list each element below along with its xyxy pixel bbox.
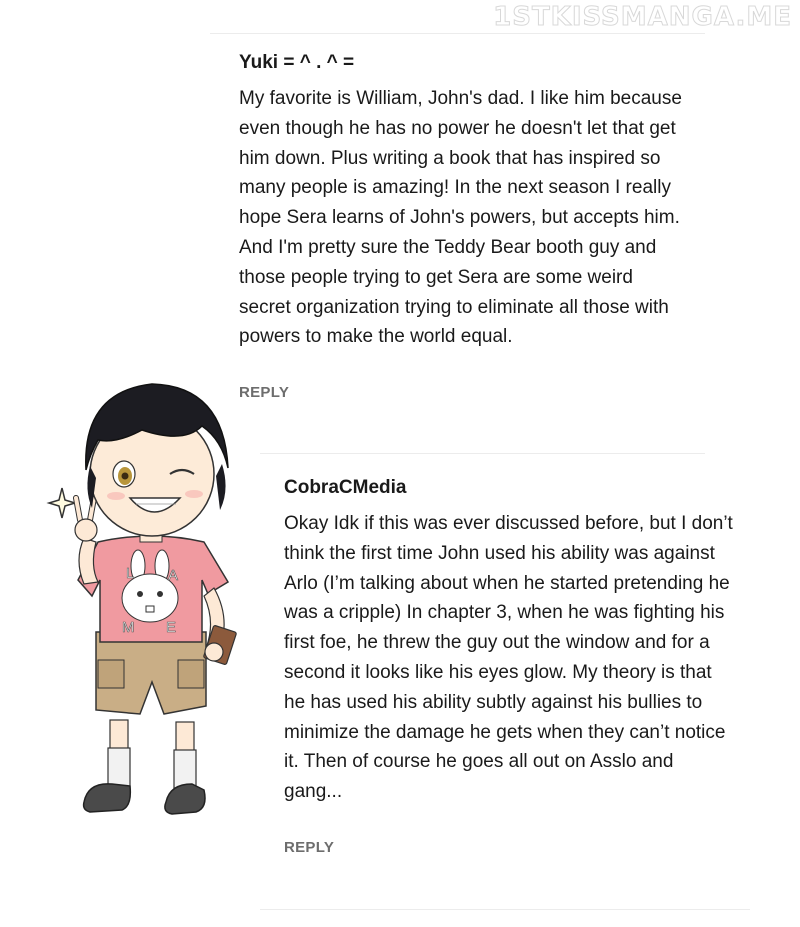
comment-2	[284, 477, 734, 857]
shirt-letter: A	[168, 567, 179, 584]
top-divider	[210, 33, 705, 34]
reply-button[interactable]: REPLY	[239, 384, 290, 402]
sparkle-icon	[49, 488, 75, 518]
shirt-letter: E	[166, 619, 177, 636]
chibi-character-illustration	[44, 370, 254, 830]
comment-1	[239, 52, 689, 402]
comment-body: My favorite is William, John's dad. I like him because even though he has no power he doesn't let that get him down. Plus writing a book that has inspired so many people is amazing! In the next season I really hope Sera learns of John's powers, but accepts him. And I'm pretty sure the Teddy Bear booth guy and those people trying to get Sera are some weird secret organization trying to eliminate all those with powers to make the world equal.	[239, 88, 682, 348]
shirt-letter: M	[122, 619, 135, 636]
comment-author: CobraCMedia	[284, 477, 407, 498]
comment-author: Yuki = ^ . ^ =	[239, 52, 355, 73]
bottom-divider	[260, 909, 750, 910]
reply-divider	[260, 453, 705, 454]
shirt-letter: L	[126, 565, 135, 582]
reply-button[interactable]: REPLY	[284, 838, 335, 856]
comment-body: Okay Idk if this was ever discussed before, but I don’t think the first time John used his ability was against Arlo (I’m talking about when he started pretending he was a cripple) In chapter 3, when he was fighting his first foe, he threw the guy out the window and for a second it looks like his eyes glow. My theory is that he has used his ability subtly against his bullies to minimize the damage he gets when they can’t notice it. Then of course he goes all out on Asslo and gang...	[284, 513, 733, 803]
site-watermark: 1STKISSMANGA.ME	[493, 2, 792, 32]
